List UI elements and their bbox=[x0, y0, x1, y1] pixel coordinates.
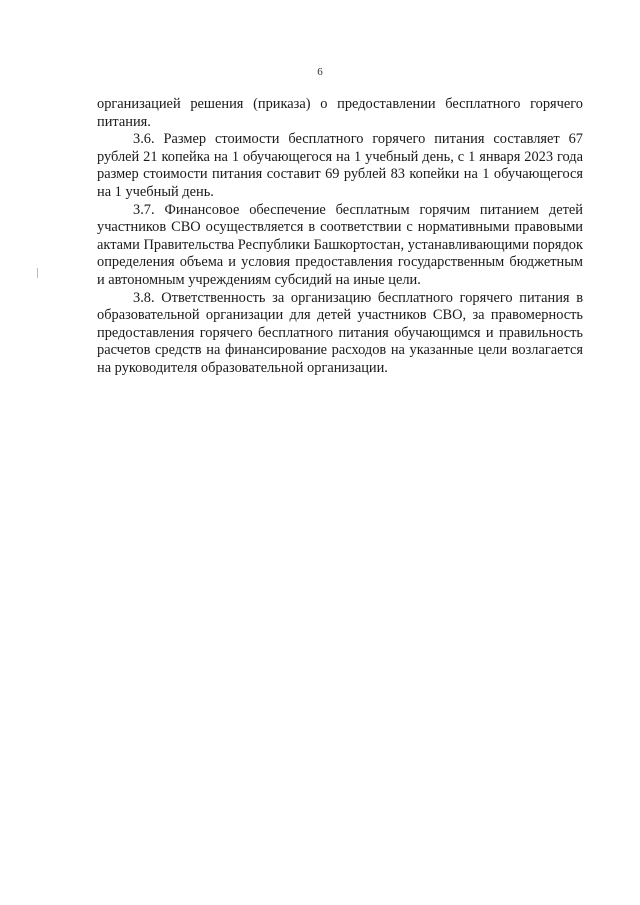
page-number: 6 bbox=[317, 66, 323, 78]
margin-mark bbox=[37, 268, 38, 278]
paragraph-continuation: организацией решения (приказа) о предоставлении бесплатного горячего питания. bbox=[97, 96, 583, 130]
paragraph-3-6: 3.6. Размер стоимости бесплатного горячего питания составляет 67 рублей 21 копейка на 1 обучающегося на 1 учебный день, с 1 января 2023 года размер стоимости питания составит 69 рублей 83 копейки на 1 обучающегося на 1 учебный день. bbox=[97, 131, 583, 200]
document-body bbox=[97, 96, 583, 378]
paragraph-3-7: 3.7. Финансовое обеспечение бесплатным горячим питанием детей участников СВО осуществляется в соответствии с нормативными правовыми актами Правительства Республики Башкортостан, устанавливающими порядок определения объема и условия предоставления государственным бюджетным и автономным учреждениям субсидий на иные цели. bbox=[97, 201, 583, 288]
paragraph-3-8: 3.8. Ответственность за организацию бесплатного горячего питания в образовательной организации для детей участников СВО, за правомерность предоставления горячего бесплатного питания обучающимся и правильность расчетов средств на финансирование расходов на указанные цели возлагается на руководителя образовательной организации. bbox=[97, 289, 583, 376]
